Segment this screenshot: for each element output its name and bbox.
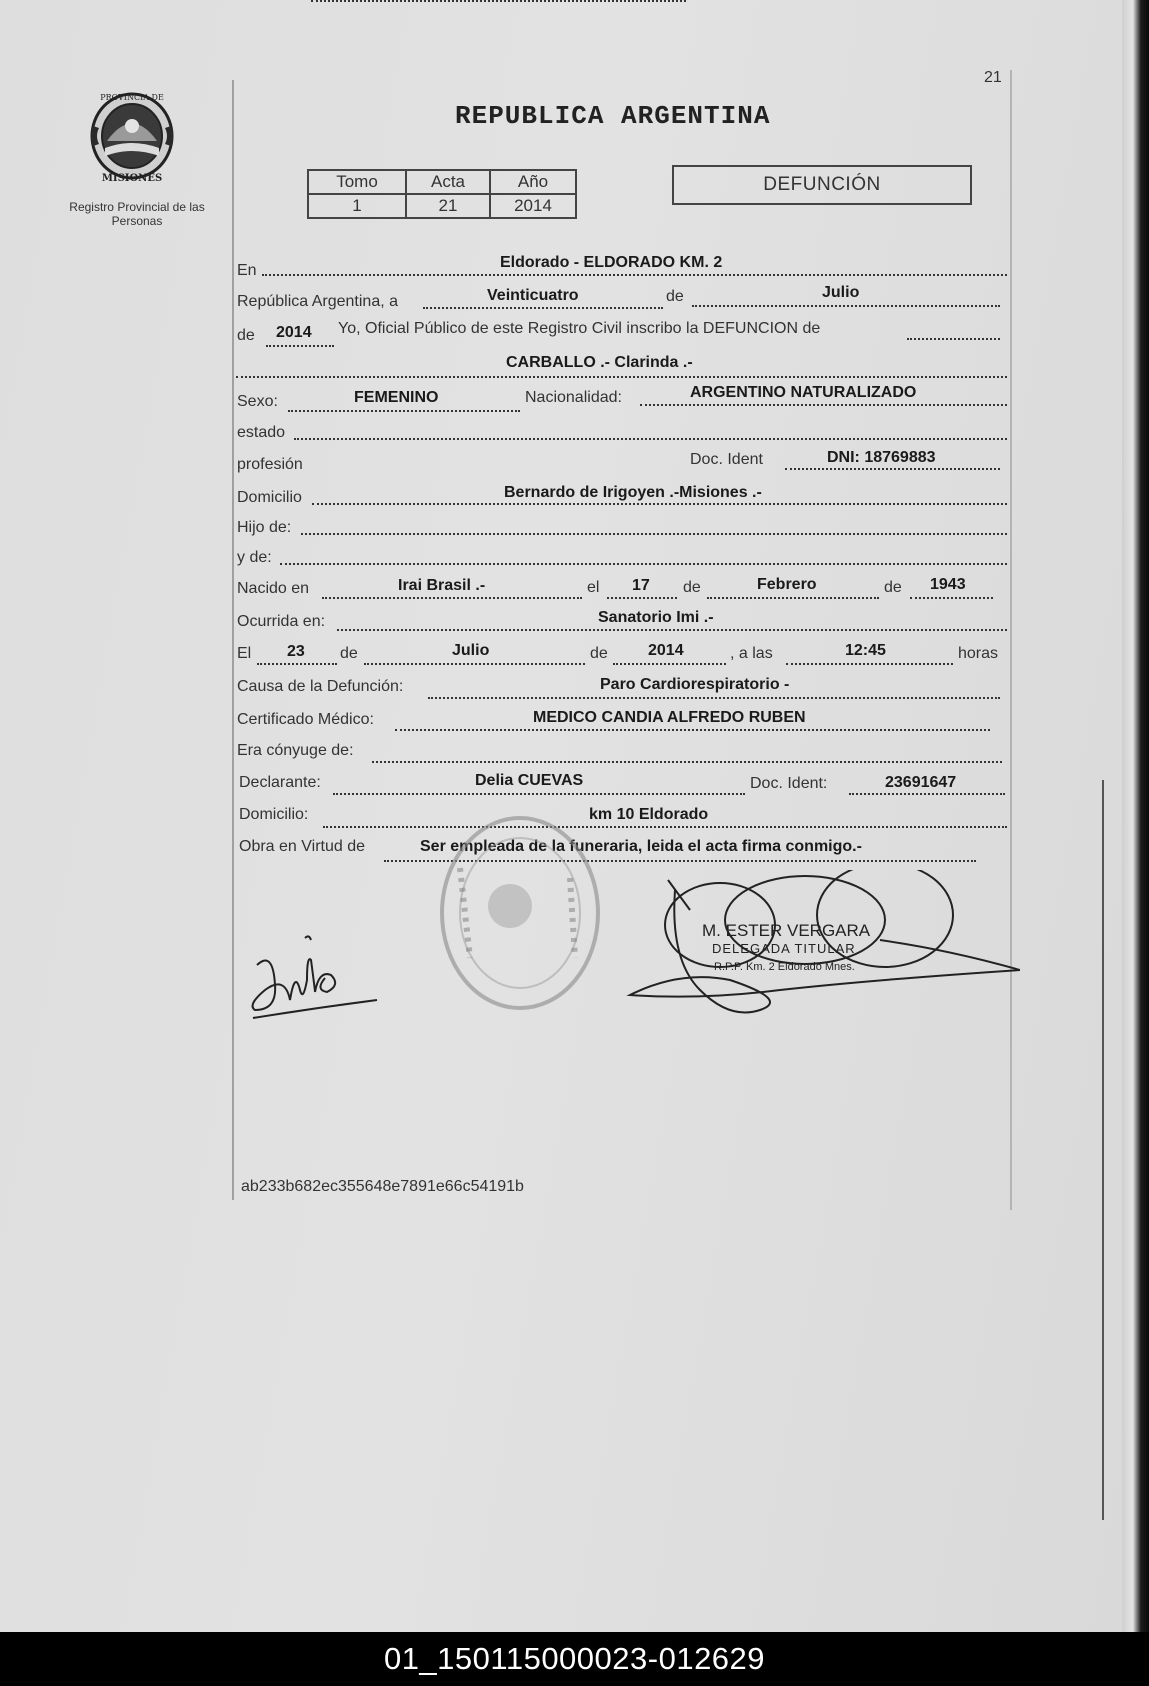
value-death-year: 2014 [648, 642, 684, 659]
document-type-box: DEFUNCIÓN [672, 165, 972, 205]
label-conyuge: Era cónyuge de: [237, 742, 354, 759]
label-doc-ident: Doc. Ident [690, 451, 763, 468]
label-de-death-month: de [340, 645, 358, 662]
value-cause: Paro Cardiorespiratorio - [600, 676, 790, 693]
label-el: el [587, 579, 600, 596]
label-domicilio-2: Domicilio: [239, 806, 309, 823]
value-birth-day: 17 [632, 577, 650, 594]
country-title: REPUBLICA ARGENTINA [455, 101, 771, 131]
label-nacido-en: Nacido en [237, 580, 310, 597]
value-sex: FEMENINO [354, 389, 439, 406]
value-birthplace: Irai Brasil .- [398, 577, 486, 594]
value-death-day: 23 [287, 643, 305, 660]
label-y-de: y de: [237, 549, 272, 566]
dots-oficial [907, 338, 1000, 340]
seal-text-bottom: MISIONES [101, 173, 163, 184]
value-address: Bernardo de Irigoyen .-Misiones .- [504, 484, 762, 501]
acta-header: Acta [406, 170, 490, 194]
value-death-place: Sanatorio Imi .- [598, 609, 714, 626]
label-a-las: , a las [730, 645, 773, 662]
dots-month [692, 305, 1000, 307]
tomo-header: Tomo [308, 170, 406, 194]
value-month: Julio [822, 284, 860, 301]
value-day: Veinticuatro [487, 287, 579, 304]
official-stamp [702, 922, 870, 976]
label-de-death-year: de [590, 645, 608, 662]
dots-declarante [333, 793, 745, 795]
dots-estado [294, 438, 1007, 440]
book-reference-table [307, 169, 577, 219]
label-republica: República Argentina, a [237, 293, 398, 310]
label-profesion: profesión [237, 456, 303, 473]
label-causa: Causa de la Defunción: [237, 678, 404, 695]
dots-death-time [786, 663, 953, 665]
label-horas: horas [958, 645, 999, 662]
dots-day [423, 307, 663, 309]
dots-y-de [280, 563, 1007, 565]
dots-ocurrida [337, 629, 1007, 631]
value-dni: DNI: 18769883 [827, 449, 936, 466]
value-death-month: Julio [452, 642, 490, 659]
document-hash: ab233b682ec355648e7891e66c54191b [241, 1178, 524, 1195]
dots-birth-month [707, 597, 879, 599]
value-birth-year: 1943 [930, 576, 966, 593]
official-office: R.P.P. Km. 2 Eldorado Mnes. [714, 961, 855, 973]
value-obra: Ser empleada de la funeraria, leida el acta firma conmigo.- [420, 838, 862, 855]
dots-dni [785, 468, 1000, 470]
label-doc-ident-2: Doc. Ident: [750, 775, 828, 792]
dots-causa [428, 697, 1000, 699]
registry-label: Registro Provincial de las Personas [69, 200, 205, 228]
dots-sexo [288, 410, 520, 412]
label-estado: estado [237, 424, 286, 441]
dots-year [266, 345, 334, 347]
value-nationality: ARGENTINO NATURALIZADO [690, 384, 917, 401]
label-hijo-de: Hijo de: [237, 519, 292, 536]
value-deceased-name: CARBALLO .- Clarinda .- [506, 354, 693, 371]
label-en: En [237, 262, 257, 279]
misiones-seal-icon [85, 86, 180, 186]
value-place: Eldorado - ELDORADO KM. 2 [500, 254, 723, 271]
value-declarant-address: km 10 Eldorado [589, 806, 709, 823]
value-certificate: MEDICO CANDIA ALFREDO RUBEN [533, 709, 806, 726]
value-year: 2014 [276, 324, 312, 341]
label-obra: Obra en Virtud de [239, 838, 366, 855]
page-edge-shadow [1122, 0, 1149, 1632]
label-domicilio: Domicilio [237, 489, 302, 506]
dots-birth-day [607, 597, 677, 599]
dots-birth-year [910, 597, 993, 599]
anio-header: Año [490, 170, 576, 194]
label-oficial: Yo, Oficial Público de este Registro Civil inscribo la DEFUNCION de [338, 320, 821, 337]
label-declarante: Declarante: [239, 774, 321, 791]
tomo-value: 1 [308, 194, 406, 218]
dots-en [262, 274, 1007, 276]
anio-value: 2014 [490, 194, 576, 218]
label-certificado: Certificado Médico: [237, 711, 374, 728]
declarant-signature-icon [245, 930, 385, 1020]
dots-birthplace [322, 597, 582, 599]
dots-conyuge [372, 761, 1002, 763]
dots-hijo-de [301, 533, 1007, 535]
label-de-year: de [237, 327, 255, 344]
form-left-border [232, 80, 234, 1200]
official-role: DELEGADA TITULAR [712, 941, 856, 956]
label-sexo: Sexo: [237, 393, 278, 410]
dots-nacionalidad [640, 404, 1007, 406]
dots-declarant-doc [849, 793, 1005, 795]
value-declarant-doc: 23691647 [885, 774, 957, 791]
value-birth-month: Febrero [757, 576, 817, 593]
seal-text-top: PROVINCIA DE [100, 93, 164, 102]
dots-domicilio [312, 503, 1007, 505]
value-death-time: 12:45 [845, 642, 886, 659]
registry-stamp-icon [430, 808, 610, 1018]
footer-id-bar: 01_150115000023-012629 [0, 1632, 1149, 1686]
dots-profesion [311, 0, 686, 2]
label-el-cap: El [237, 645, 252, 662]
label-ocurrida-en: Ocurrida en: [237, 613, 326, 630]
value-declarant: Delia CUEVAS [475, 772, 584, 789]
acta-value: 21 [406, 194, 490, 218]
official-name: M. ESTER VERGARA [702, 921, 871, 940]
dots-domicilio-2 [323, 826, 1007, 828]
dots-death-month [364, 663, 585, 665]
label-nacionalidad: Nacionalidad: [525, 389, 622, 406]
label-de-birth-year: de [884, 579, 902, 596]
label-de-birth-month: de [683, 579, 701, 596]
dots-name [236, 376, 1007, 378]
dots-death-year [613, 663, 726, 665]
dots-death-day [257, 663, 337, 665]
label-de-month: de [666, 288, 684, 305]
page-number: 21 [984, 69, 1002, 86]
dots-certificado [395, 729, 990, 731]
outer-right-border [1102, 780, 1104, 1520]
